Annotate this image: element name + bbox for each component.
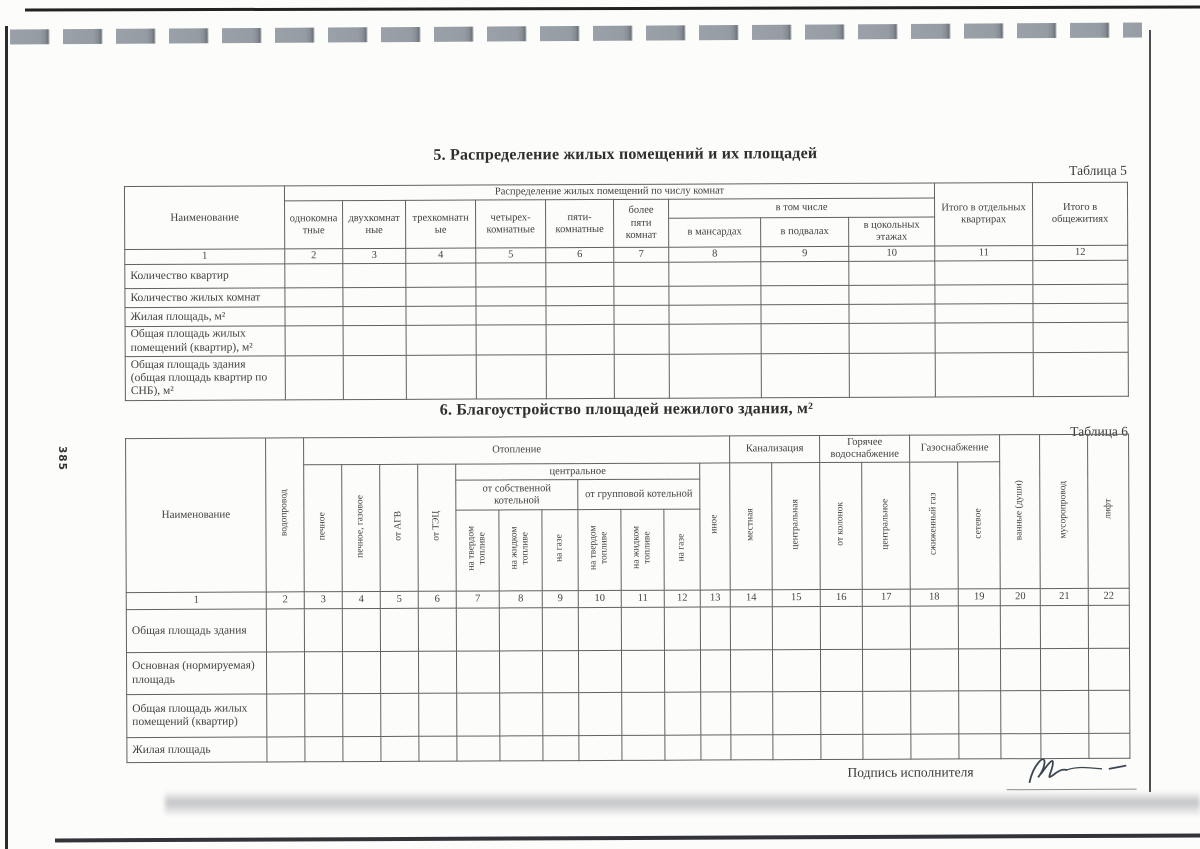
column-number: 21 — [1040, 589, 1088, 606]
column-number: 16 — [820, 590, 862, 607]
empty-cell — [343, 325, 406, 355]
empty-cell — [342, 652, 380, 694]
empty-cell — [457, 736, 500, 761]
row-label: Общая площадь жилых помещений (квартир) — [127, 694, 267, 738]
empty-cell — [622, 692, 665, 735]
col-header-liquid-fuel-group: на жидком топливе — [621, 509, 664, 590]
empty-cell — [959, 649, 1001, 691]
empty-cell — [935, 304, 1033, 323]
empty-cell — [285, 307, 343, 326]
empty-cell — [958, 606, 1000, 649]
row-label: Общая площадь здания (общая площадь квартир по СНБ), м² — [125, 356, 285, 401]
col-header-five-room: пяти-комнатные — [546, 200, 614, 248]
subgroup-header-own-boiler: от собственной котельной — [456, 480, 578, 511]
empty-cell — [418, 608, 456, 651]
col-header-name: Наименование — [124, 186, 284, 250]
column-number: 1 — [126, 592, 266, 610]
empty-cell — [731, 650, 773, 692]
empty-cell — [1040, 606, 1088, 649]
empty-cell — [935, 323, 1033, 353]
column-number: 7 — [614, 247, 669, 262]
column-number: 17 — [862, 589, 910, 606]
empty-cell — [959, 691, 1001, 734]
subgroup-header-central-heating: центральное — [456, 463, 700, 480]
col-header-other-heating: иное — [700, 463, 731, 590]
empty-cell — [305, 694, 343, 737]
empty-cell — [476, 325, 546, 355]
empty-cell — [773, 692, 821, 735]
empty-cell — [476, 287, 546, 306]
empty-cell — [911, 649, 959, 691]
column-number: 19 — [958, 589, 1000, 606]
col-header-stove-heating: печное — [304, 465, 343, 592]
empty-cell — [546, 355, 614, 399]
row-label: Основная (нормируемая) площадь — [126, 652, 266, 695]
group-header-hot-water: Горячее водоснабжение — [820, 435, 910, 463]
table-row — [127, 690, 1130, 737]
column-number: 5 — [380, 591, 418, 608]
empty-cell — [1033, 260, 1128, 284]
empty-cell — [911, 734, 959, 759]
empty-cell — [761, 262, 849, 286]
empty-cell — [343, 355, 406, 399]
empty-cell — [546, 306, 614, 325]
column-number: 9 — [542, 591, 578, 608]
col-header-total-apartments: Итого в отдельных квартирах — [934, 183, 1032, 246]
row-label: Жилая площадь — [127, 737, 267, 763]
col-header-ground-floors: в цокольных этажах — [849, 217, 935, 246]
empty-cell — [476, 306, 546, 325]
empty-cell — [418, 651, 456, 693]
col-header-network-gas: сетевое — [958, 462, 1001, 589]
table-6-amenities — [125, 434, 1130, 764]
empty-cell — [669, 354, 761, 398]
table5-label: Таблица 5 — [1069, 162, 1127, 178]
empty-cell — [669, 305, 761, 324]
table-row — [125, 352, 1128, 400]
table-5-room-distribution — [124, 182, 1129, 402]
empty-cell — [669, 262, 761, 286]
empty-cell — [380, 651, 418, 693]
empty-cell — [285, 288, 343, 307]
table-row — [127, 733, 1130, 762]
empty-cell — [622, 735, 665, 760]
empty-cell — [761, 324, 849, 354]
empty-cell — [1033, 322, 1128, 352]
column-number: 6 — [418, 591, 456, 608]
empty-cell — [266, 609, 304, 652]
col-header-liquefied-gas: сжиженный газ — [910, 462, 959, 589]
empty-cell — [579, 736, 622, 761]
empty-cell — [731, 735, 773, 760]
empty-cell — [614, 324, 669, 354]
empty-cell — [621, 650, 664, 692]
empty-cell — [665, 692, 701, 735]
column-number: 18 — [910, 589, 958, 606]
column-number: 11 — [621, 590, 664, 607]
row-label: Количество жилых комнат — [125, 288, 285, 308]
empty-cell — [821, 735, 863, 760]
col-header-elevator: лифт — [1088, 434, 1130, 588]
section6-title: 6. Благоустройство площадей нежилого здания, м² — [439, 400, 814, 419]
empty-cell — [761, 354, 849, 398]
empty-cell — [304, 609, 342, 652]
empty-cell — [343, 694, 381, 737]
empty-cell — [614, 354, 669, 398]
empty-cell — [381, 693, 419, 736]
empty-cell — [285, 356, 343, 400]
empty-cell — [849, 304, 935, 323]
empty-cell — [285, 264, 343, 288]
empty-cell — [579, 693, 622, 736]
column-number: 2 — [266, 592, 304, 609]
empty-cell — [267, 694, 305, 737]
col-header-gas-fuel-group: на газе — [664, 509, 700, 590]
column-number: 22 — [1088, 588, 1129, 605]
empty-cell — [343, 287, 406, 306]
empty-cell — [700, 650, 730, 692]
col-header-water-supply: водопровод — [266, 438, 305, 592]
col-header-local-sewerage: местная — [730, 463, 773, 590]
empty-cell — [700, 607, 730, 650]
empty-cell — [419, 736, 457, 761]
col-header-agv-heating: от АГВ — [380, 464, 419, 591]
empty-cell — [863, 649, 911, 691]
empty-cell — [1089, 648, 1130, 690]
empty-cell — [849, 323, 935, 353]
empty-cell — [730, 607, 772, 650]
empty-cell — [456, 651, 499, 693]
empty-cell — [959, 734, 1001, 759]
empty-cell — [910, 606, 958, 649]
column-number: 10 — [849, 246, 935, 261]
col-header-gas-fuel-own: на газе — [542, 510, 578, 591]
col-header-three-room: трехкомнатные — [406, 200, 476, 248]
header-row — [126, 434, 1129, 466]
section5-title: 5. Распределение жилых помещений и их площадей — [433, 145, 818, 164]
column-number: 12 — [664, 590, 700, 607]
table-row — [126, 605, 1129, 652]
empty-cell — [546, 287, 614, 306]
column-number: 5 — [476, 248, 546, 263]
column-number: 20 — [1000, 589, 1040, 606]
empty-cell — [304, 652, 342, 694]
table-row — [126, 648, 1129, 694]
empty-cell — [406, 325, 476, 355]
col-header-more-than-five: более пяти комнат — [614, 199, 669, 247]
column-number: 3 — [343, 248, 406, 263]
column-number: 3 — [304, 592, 342, 609]
empty-cell — [305, 737, 343, 762]
empty-cell — [1088, 605, 1129, 648]
col-header-chp-heating: от ТЭЦ — [418, 464, 457, 591]
empty-cell — [1001, 691, 1041, 734]
col-header-name: Наименование — [126, 438, 267, 593]
empty-cell — [761, 286, 849, 305]
col-header-central-hot-water: центральное — [862, 462, 911, 589]
empty-cell — [669, 286, 761, 305]
empty-cell — [935, 285, 1033, 304]
col-header-water-heaters: от колонок — [820, 462, 863, 589]
empty-cell — [773, 735, 821, 760]
column-number: 13 — [700, 590, 730, 607]
empty-cell — [342, 609, 380, 652]
column-number: 14 — [730, 590, 772, 607]
group-header-sewerage: Канализация — [730, 436, 820, 464]
empty-cell — [406, 263, 476, 287]
column-number: 8 — [669, 247, 761, 262]
column-number: 4 — [406, 248, 476, 263]
column-number: 7 — [456, 591, 499, 608]
empty-cell — [380, 608, 418, 651]
group-header-heating: Отопление — [304, 436, 730, 465]
col-header-two-room: двухкомнатные — [343, 200, 406, 248]
empty-cell — [457, 693, 500, 736]
empty-cell — [701, 692, 731, 735]
empty-cell — [863, 734, 911, 759]
subgroup-header-including: в том числе — [669, 198, 935, 218]
empty-cell — [499, 608, 542, 651]
column-number: 15 — [772, 590, 820, 607]
empty-cell — [1033, 284, 1128, 303]
col-header-central-sewerage: центральная — [772, 463, 821, 590]
col-header-solid-fuel-own: на твердом топливе — [456, 510, 499, 591]
signature-label: Подпись исполнителя — [847, 764, 974, 780]
col-header-one-room: однокомнатные — [285, 201, 343, 249]
handwritten-signature — [1013, 748, 1139, 795]
empty-cell — [935, 261, 1033, 285]
empty-cell — [267, 737, 305, 762]
empty-cell — [343, 263, 406, 287]
empty-cell — [664, 607, 700, 650]
empty-cell — [911, 691, 959, 734]
empty-cell — [406, 287, 476, 306]
empty-cell — [578, 651, 621, 693]
empty-cell — [701, 735, 731, 760]
empty-cell — [821, 650, 863, 692]
empty-cell — [343, 306, 406, 325]
empty-cell — [578, 608, 621, 651]
col-header-baths-showers: ванные (души) — [1000, 435, 1041, 589]
empty-cell — [476, 263, 546, 287]
column-number: 2 — [285, 249, 343, 264]
empty-cell — [1041, 649, 1089, 691]
subgroup-header-group-boiler: от групповой котельной — [578, 479, 700, 510]
empty-cell — [761, 305, 849, 324]
empty-cell — [406, 306, 476, 325]
empty-cell — [542, 608, 578, 651]
empty-cell — [1041, 691, 1089, 734]
col-header-four-room: четырех-комнатные — [476, 200, 546, 248]
table6-label: Таблица 6 — [1070, 423, 1129, 439]
empty-cell — [863, 691, 911, 734]
column-number: 8 — [499, 591, 542, 608]
empty-cell — [935, 353, 1033, 397]
column-number: 11 — [935, 246, 1033, 261]
column-number: 6 — [546, 248, 614, 263]
empty-cell — [849, 285, 935, 304]
empty-cell — [381, 736, 419, 761]
col-header-liquid-fuel-own: на жидком топливе — [499, 510, 542, 591]
col-header-attics: в мансардах — [669, 218, 761, 247]
empty-cell — [862, 606, 910, 649]
page-number: 385 — [56, 446, 68, 471]
empty-cell — [546, 325, 614, 355]
empty-cell — [1089, 690, 1130, 733]
empty-cell — [820, 607, 862, 650]
column-number: 9 — [761, 246, 849, 261]
col-header-garbage-chute: мусоропровод — [1040, 434, 1089, 588]
col-header-stove-gas-heating: печное, газовое — [342, 465, 381, 592]
empty-cell — [546, 263, 614, 287]
empty-cell — [614, 262, 669, 286]
empty-cell — [285, 326, 343, 356]
row-label: Общая площадь жилых помещений (квартир), м² — [125, 326, 285, 357]
empty-cell — [500, 693, 543, 736]
col-header-basements: в подвалах — [761, 217, 849, 246]
empty-cell — [499, 651, 542, 693]
group-header-gas-supply: Газоснабжение — [910, 435, 1000, 463]
column-number: 10 — [578, 591, 621, 608]
empty-cell — [456, 608, 499, 651]
empty-cell — [500, 736, 543, 761]
table-row — [125, 322, 1128, 356]
empty-cell — [1000, 606, 1040, 649]
column-number: 4 — [342, 592, 380, 609]
empty-cell — [849, 261, 935, 285]
empty-cell — [476, 355, 546, 399]
empty-cell — [664, 650, 700, 692]
empty-cell — [1033, 303, 1128, 322]
col-header-total-dormitories: Итого в общежитиях — [1032, 182, 1127, 245]
empty-cell — [772, 607, 820, 650]
empty-cell — [419, 693, 457, 736]
empty-cell — [1033, 352, 1128, 396]
empty-cell — [665, 735, 701, 760]
col-header-solid-fuel-group: на твердом топливе — [578, 510, 621, 591]
empty-cell — [343, 737, 381, 762]
empty-cell — [731, 692, 773, 735]
empty-cell — [543, 693, 579, 736]
empty-cell — [406, 355, 476, 399]
empty-cell — [621, 607, 664, 650]
empty-cell — [849, 353, 935, 397]
row-label: Жилая площадь, м² — [125, 307, 285, 327]
group-header-distribution: Распределение жилых помещений по числу комнат — [284, 183, 934, 201]
empty-cell — [821, 692, 863, 735]
empty-cell — [614, 286, 669, 305]
empty-cell — [773, 650, 821, 692]
empty-cell — [614, 305, 669, 324]
column-number: 1 — [125, 249, 285, 265]
empty-cell — [543, 736, 579, 761]
row-label: Количество квартир — [125, 264, 285, 289]
empty-cell — [1001, 649, 1041, 691]
empty-cell — [266, 652, 304, 694]
row-label: Общая площадь здания — [126, 609, 266, 653]
empty-cell — [542, 651, 578, 693]
column-number: 12 — [1033, 245, 1128, 260]
empty-cell — [669, 324, 761, 354]
